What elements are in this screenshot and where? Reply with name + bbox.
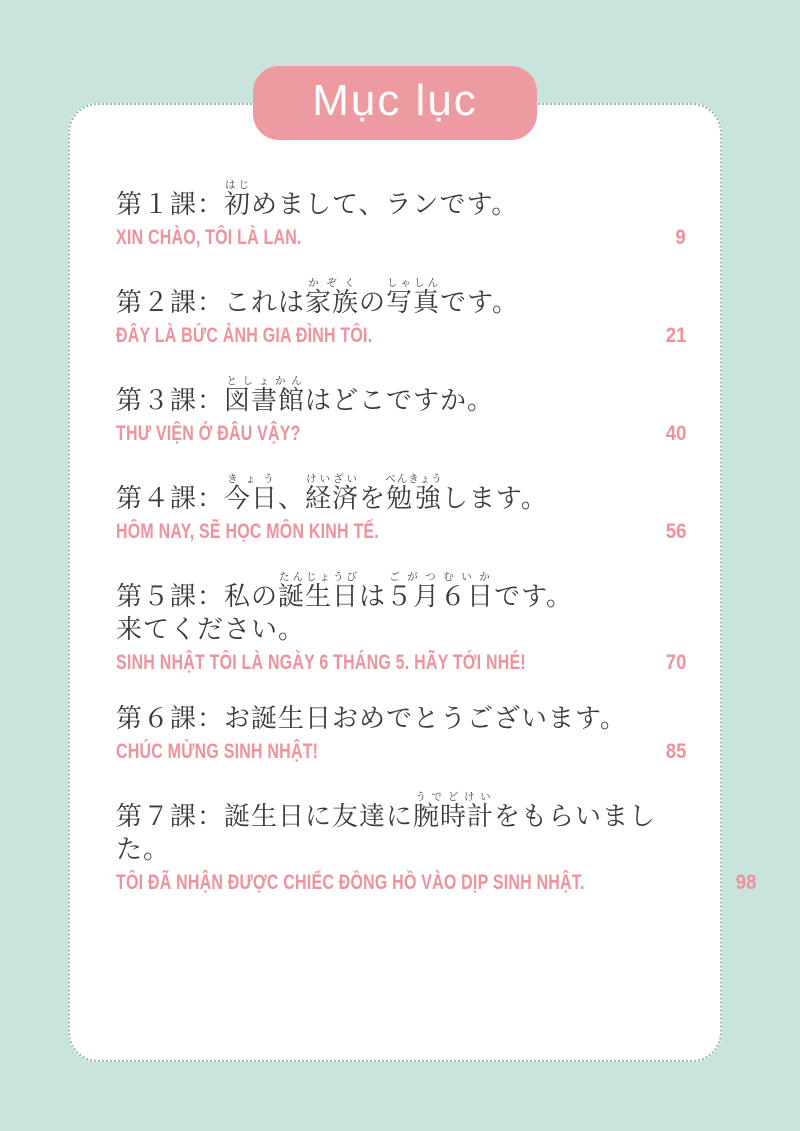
title-text-segment: を [359,483,387,513]
furigana-text: としょかん [224,375,306,387]
furigana-text: かぞく [305,277,360,289]
lesson-subtitle-row [116,422,686,446]
lesson-subtitle-row [116,226,686,250]
lesson-title-line [116,277,686,319]
title-text-segment: 第３課： [116,385,225,415]
title-text-segment: 、 [278,483,306,513]
kanji-with-furigana [224,179,252,219]
title-text-segment: 第７課：誕生日に友達に [116,801,414,831]
furigana-text: ごがつむいか [386,571,495,583]
kanji-base-text: ５月６日 [386,581,495,611]
kanji-with-furigana [224,375,306,415]
title-text-segment: です。 [440,287,519,317]
furigana-text: べんきょう [385,473,443,485]
kanji-base-text: 誕生日 [278,581,360,611]
lesson-entry [116,791,757,895]
furigana-text: きょう [224,473,279,485]
lesson-page-number: 40 [665,422,686,445]
kanji-base-text: 家族 [305,287,360,317]
furigana-text: けいざい [305,473,360,485]
lesson-title-line [116,375,686,417]
lesson-title-japanese [116,791,686,866]
kanji-with-furigana [224,473,279,513]
furigana-text: うでどけい [413,791,495,803]
kanji-base-text: 写真 [386,287,441,317]
lesson-title-line [116,702,686,735]
lesson-title-japanese [116,179,686,221]
title-text-segment: めまして、ランです。 [251,189,519,219]
lesson-subtitle-vietnamese: THƯ VIỆN Ở ĐÂU VẬY? [116,422,301,445]
title-text-segment: 第６課：お誕生日おめでとうございます。 [116,703,627,733]
kanji-base-text: 腕時計 [413,801,495,831]
lesson-title-japanese [116,473,686,515]
title-text-segment: 第１課： [116,189,225,219]
page-title: Mục lục [312,76,478,125]
lesson-subtitle-vietnamese: HÔM NAY, SẼ HỌC MÔN KINH TẾ. [116,520,379,543]
lesson-page-number: 21 [665,324,686,347]
lesson-title-line [116,179,686,221]
lesson-subtitle-vietnamese: TÔI ĐÃ NHẬN ĐƯỢC CHIẾC ĐỒNG HỒ VÀO DỊP SINH NHẬT. [116,871,585,894]
kanji-with-furigana [386,571,495,611]
lesson-subtitle-vietnamese: CHÚC MỪNG SINH NHẬT! [116,740,319,763]
contents-header-badge [253,66,537,140]
title-text-segment: 第２課：これは [116,287,306,317]
lesson-page-number: 85 [665,740,686,763]
kanji-base-text: 経済 [305,483,360,513]
kanji-base-text: 今日 [224,483,279,513]
lesson-entry [116,179,686,250]
kanji-with-furigana [385,473,443,513]
kanji-with-furigana [278,571,360,611]
furigana-text: たんじょうび [278,571,360,583]
title-text-segment: は [359,581,387,611]
lesson-entry [116,702,686,764]
kanji-with-furigana [386,277,441,317]
lesson-page-number: 56 [665,520,686,543]
lesson-subtitle-row [116,324,686,348]
lesson-entry [116,375,686,446]
kanji-with-furigana [305,473,360,513]
lesson-title-japanese [116,702,686,735]
lesson-title-line [116,791,686,866]
title-text-segment: はどこですか。 [305,385,495,415]
lesson-title-line [116,571,686,613]
lesson-list [70,105,757,922]
kanji-with-furigana [413,791,495,831]
lesson-entry [116,277,686,348]
lesson-title-line [116,473,686,515]
lesson-title-line [116,613,686,646]
lesson-entry [116,473,686,544]
furigana-text: しゃしん [386,277,441,289]
lesson-subtitle-vietnamese: ĐÂY LÀ BỨC ẢNH GIA ĐÌNH TÔI. [116,324,373,347]
lesson-title-japanese [116,571,686,646]
lesson-subtitle-vietnamese: XIN CHÀO, TÔI LÀ LAN. [116,226,302,249]
title-text-segment: します。 [441,483,548,513]
lesson-subtitle-row [116,740,686,764]
furigana-text: はじ [224,179,252,191]
lesson-page-number: 98 [735,871,757,894]
kanji-base-text: 図書館 [224,385,306,415]
lesson-entry [116,571,686,675]
lesson-subtitle-row [116,871,757,895]
lesson-subtitle-vietnamese: SINH NHẬT TÔI LÀ NGÀY 6 THÁNG 5. HÃY TỚI NHÉ! [116,651,526,674]
contents-card [68,76,757,1062]
title-text-segment: の [359,287,387,317]
title-text-segment: をもらいました。 [116,801,657,864]
kanji-with-furigana [305,277,360,317]
lesson-page-number: 9 [675,226,686,249]
lesson-subtitle-row [116,651,686,675]
title-text-segment: です。 [494,581,573,611]
kanji-base-text: 初 [224,189,252,219]
lesson-title-japanese [116,375,686,417]
title-text-segment: 第５課：私の [116,581,279,611]
kanji-base-text: 勉強 [385,483,443,513]
title-text-segment: 第４課： [116,483,225,513]
lesson-subtitle-row [116,520,686,544]
lesson-page-number: 70 [665,651,686,674]
lesson-title-japanese [116,277,686,319]
title-text-segment: 来てください。 [116,614,306,644]
